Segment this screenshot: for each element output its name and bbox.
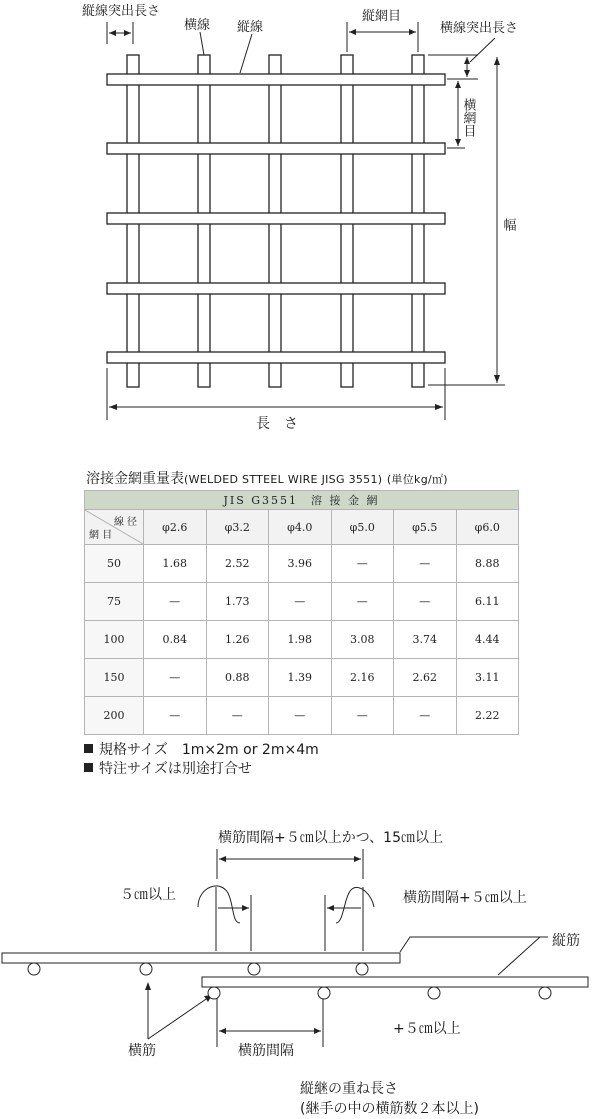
table-cell: — (331, 697, 394, 735)
label-horizontal-protrusion: 横線突出長さ (440, 21, 519, 36)
horizontal-wire (107, 213, 445, 224)
note-standard-size (84, 741, 319, 760)
transverse-bar (539, 987, 551, 999)
horizontal-wire (107, 74, 445, 85)
label-lap-top: 横筋間隔+５㎝以上かつ、15㎝以上 (218, 830, 443, 846)
col-header: φ3.2 (206, 510, 269, 545)
table-cell: 1.26 (206, 621, 269, 659)
note-text: 規格サイズ 1m×2m or 2m×4m (99, 742, 319, 758)
lap-splice-diagram (0, 799, 600, 1119)
col-header: φ2.6 (144, 510, 207, 545)
label-longitudinal: 縦筋 (552, 933, 580, 949)
table-banner: JIS G3551 溶 接 金 網 (85, 491, 519, 510)
transverse-bar (208, 987, 220, 999)
table-cell: 6.11 (456, 583, 519, 621)
col-header: φ5.5 (394, 510, 457, 545)
table-cell: 3.11 (456, 659, 519, 697)
row-header: 50 (85, 545, 144, 583)
label-horizontal-wire: 横線 (184, 18, 211, 33)
col-header: φ4.0 (269, 510, 332, 545)
table-cell: — (144, 697, 207, 735)
transverse-bar (356, 963, 368, 975)
transverse-bar (140, 963, 152, 975)
label-spacing: 横筋間隔 (238, 1043, 294, 1059)
table-row (85, 621, 519, 659)
transverse-bar (28, 963, 40, 975)
table-cell: — (206, 697, 269, 735)
table-cell: — (331, 583, 394, 621)
table-unit: (単位kg/㎡) (386, 473, 448, 486)
table-cell: — (269, 583, 332, 621)
table-row (85, 545, 519, 583)
row-header: 200 (85, 697, 144, 735)
table-row (85, 659, 519, 697)
table-cell: 1.68 (144, 545, 207, 583)
bullet-icon (84, 744, 93, 753)
bullet-icon (84, 763, 93, 772)
table-cell: 2.52 (206, 545, 269, 583)
corner-mesh-label: 網 目 (89, 530, 113, 541)
label-horizontal-pitch: 横網目 (460, 98, 476, 137)
table-title (86, 468, 448, 488)
label-length: 長 さ (256, 416, 298, 432)
label-right-min: 横筋間隔+５㎝以上 (403, 890, 527, 906)
table-cell: — (394, 583, 457, 621)
table-cell: — (394, 697, 457, 735)
table-corner-header (85, 510, 144, 545)
table-cell: — (144, 659, 207, 697)
note-text: 特注サイズは別途打合せ (99, 761, 252, 777)
table-cell: 4.44 (456, 621, 519, 659)
transverse-bar (318, 987, 330, 999)
row-header: 75 (85, 583, 144, 621)
table-cell: 2.22 (456, 697, 519, 735)
table-cell: — (394, 545, 457, 583)
table-cell: 1.73 (206, 583, 269, 621)
table-cell: — (269, 697, 332, 735)
table-cell: 1.39 (269, 659, 332, 697)
caption-sub: (継手の中の横筋数２本以上) (300, 1101, 479, 1117)
col-header: φ5.0 (331, 510, 394, 545)
table-cell: 3.74 (394, 621, 457, 659)
table-subtitle: (WELDED STTEEL WIRE JISG 3551) (184, 473, 383, 486)
table-row (85, 697, 519, 735)
table-cell: 2.16 (331, 659, 394, 697)
table-title-main: 溶接金網重量表 (86, 471, 184, 487)
label-plus5: +５㎝以上 (393, 1021, 461, 1037)
horizontal-wire (107, 283, 445, 294)
table-cell: 0.88 (206, 659, 269, 697)
label-vertical-protrusion: 縦線突出長さ (82, 4, 161, 19)
table-cell: 1.98 (269, 621, 332, 659)
table-cell: — (144, 583, 207, 621)
horizontal-wire (107, 143, 445, 154)
label-transverse: 横筋 (128, 1043, 156, 1059)
row-header: 100 (85, 621, 144, 659)
table-cell: 0.84 (144, 621, 207, 659)
lower-longitudinal-bar (202, 977, 588, 987)
transverse-bar (248, 963, 260, 975)
upper-longitudinal-bar (2, 953, 400, 963)
table-cell: — (331, 545, 394, 583)
corner-wire-label: 線 径 (113, 517, 137, 528)
label-left-min: ５㎝以上 (120, 887, 176, 903)
caption-main: 縦継の重ね長さ (300, 1081, 398, 1097)
table-cell: 3.08 (331, 621, 394, 659)
col-header: φ6.0 (456, 510, 519, 545)
label-vertical-pitch: 縦網目 (362, 9, 402, 24)
label-width: 幅 (500, 218, 516, 231)
weight-table (84, 490, 519, 735)
label-vertical-wire: 縦線 (237, 20, 264, 35)
wire-mesh-diagram (0, 0, 600, 440)
table-cell: 8.88 (456, 545, 519, 583)
horizontal-wire (107, 352, 445, 363)
notes (84, 741, 319, 779)
transverse-bar (428, 987, 440, 999)
note-special-size (84, 760, 319, 779)
row-header: 150 (85, 659, 144, 697)
table-cell: 3.96 (269, 545, 332, 583)
table-cell: 2.62 (394, 659, 457, 697)
table-row (85, 583, 519, 621)
